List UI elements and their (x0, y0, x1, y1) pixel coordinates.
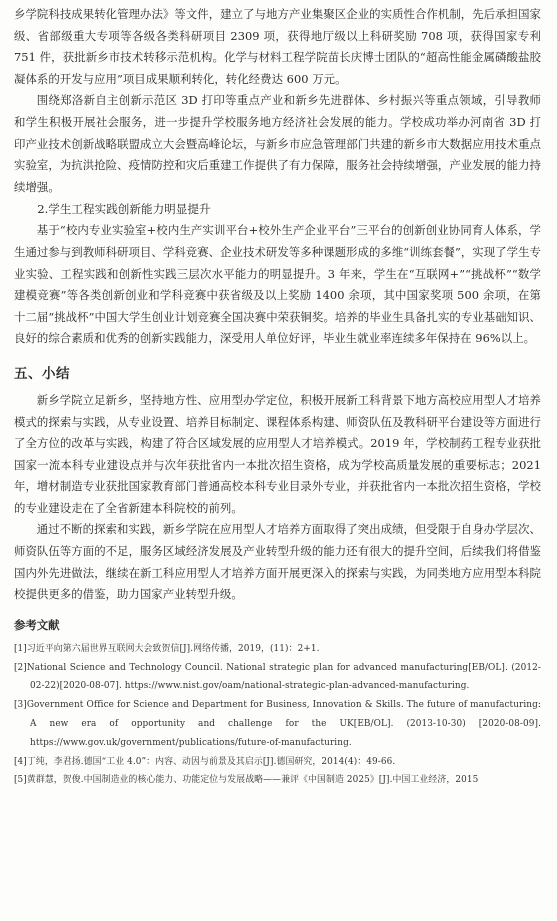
reference-item: [3]Government Office for Science and Department for Business, Innovation & Skills. The future of manufacturing: A new era of opportunity and challenge for the UK[EB/OL]. (2013-10-30) [2020-08-09]. https://www.gov.uk/government/publications/future-of-manufacturing. (14, 700, 541, 748)
summary-paragraph: 通过不断的探索和实践，新乡学院在应用型人才培养方面取得了突出成绩，但受限于自身办学层次、师资队伍等方面的不足，服务区域经济发展及产业转型升级的能力还有很大的提升空间，后续我们将借鉴国内外先进做法，继续在新工科应用型人才培养方面开展更深入的探索与实践，为同类地方应用型本科院校提供更多的借鉴，助力国家产业转型升级。 (14, 522, 541, 602)
body-paragraph: 基于“校内专业实验室+校内生产实训平台+校外生产企业平台”三平台的创新创业协同育人体系，学生通过参与到教师科研项目、学科竞赛、企业技术研发等多种课题形成的多维“训练套餐”，实现了学生专业实验、工程实践和创新性实践三层次水平能力的明显提升。3 年来，学生在“互联网+”“挑战杯”“数学建模竞赛”等各类创新创业和学科竞赛中获省级及以上奖励 1400 余项，其中国家奖项 500 余项，在第十二届“挑战杯”中国大学生创业计划竞赛全国决赛中荣获铜奖。培养的毕业生具备扎实的专业基础知识、良好的综合素质和优秀的创新实践能力，深受用人单位好评，毕业生就业率连续多年保持在 96%以上。 (14, 223, 541, 346)
section-title: 五、小结 (14, 365, 70, 382)
summary-paragraph: 新乡学院立足新乡，坚持地方性、应用型办学定位，积极开展新工科背景下地方高校应用型人才培养模式的探索与实践，从专业设置、培养目标制定、课程体系构建、师资队伍及教科研平台建设等方面进行了全方位的改革与实践，构建了符合区域发展的应用型人才培养模式。2019 年，学校制药工程专业获批国家一流本科专业建设点并与次年获批省内一本批次招生资格，成为学校高质量发展的重要标志；2021 年，增材制造专业获批国家教育部门普通高校本科专业目录外专业，并获批省内一本批次招生资格，学校的专业建设走在了全省新建本科院校的前列。 (14, 392, 541, 515)
reference-item: [4]丁纯，李君扬.德国“工业 4.0”：内容、动因与前景及其启示[J].德国研究，2014(4)：49-66. (14, 756, 396, 767)
body-paragraph: 乡学院科技成果转化管理办法》等文件，建立了与地方产业集聚区企业的实质性合作机制，先后承担国家级、省部级重大专项等各级各类科研项目 2309 项，获得地厅级以上科研奖励 708 项，获得国家专利 751 件，获批新乡市技术转移示范机构。化学与材料工程学院苗长庆博士团队的“超高性能金属磷酸盐胶凝体系的开发与应用”项目成果顺利转化，转化经费达 600 万元。 (14, 7, 541, 86)
reference-item: [2]National Science and Technology Council. National strategic plan for advanced manufacturing[EB/OL]. (2012-02-22)[2020-08-07]. https://www.nist.gov/oam/national-strategic-plan-advanced-manufacturing. (14, 662, 541, 692)
references-list (14, 640, 541, 790)
body-paragraph: 围绕郑洛新自主创新示范区 3D 打印等重点产业和新乡先进群体、乡村振兴等重点领域，引导教师和学生积极开展社会服务，进一步提升学校服务地方经济社会发展的能力。学校成功举办河南省 3D 打印产业技术创新战略联盟成立大会暨高峰论坛，与新乡市应急管理部门共建的新乡市大数据应用技术重点实验室，为抗洪抢险、疫情防控和灾后重建工作提供了有力保障，服务社会持续增强，产业发展的能力持续增强。 (14, 93, 541, 194)
reference-item: [1]习近平向第六届世界互联网大会致贺信[J].网络传播，2019，(11)：2+1. (14, 643, 320, 654)
subheading: 2.学生工程实践创新能力明显提升 (37, 202, 211, 217)
reference-item: [5]黄群慧，贺俊.中国制造业的核心能力、功能定位与发展战略——兼评《中国制造 2025》[J].中国工业经济，2015 (14, 775, 479, 786)
references-title: 参考文献 (14, 617, 60, 632)
